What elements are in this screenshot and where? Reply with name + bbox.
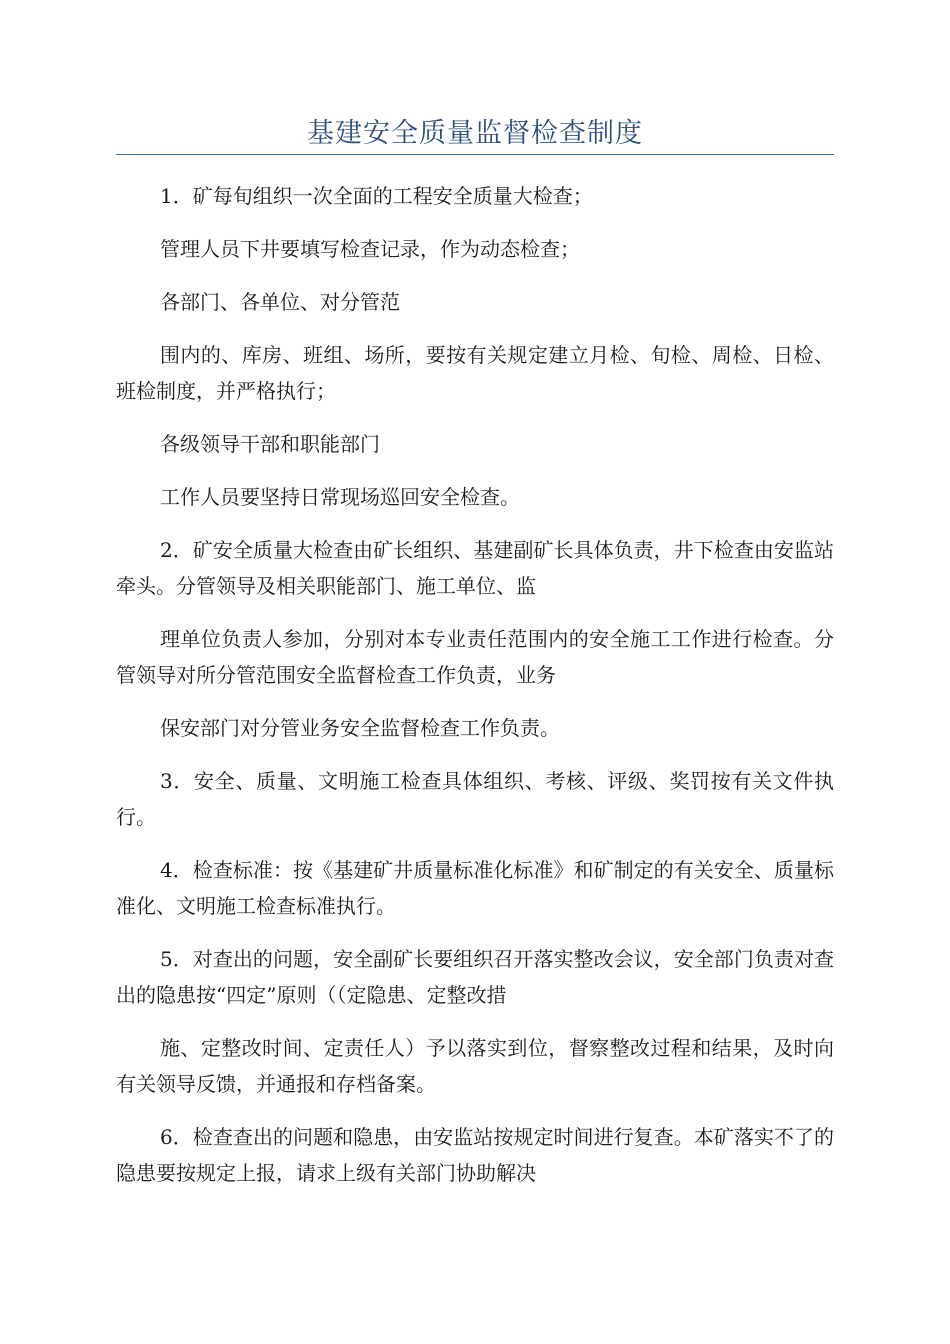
paragraph: 5．对查出的问题，安全副矿长要组织召开落实整改会议，安全部门负责对查出的隐患按“四定”原则（（定隐患、定整改措 bbox=[116, 947, 834, 1007]
paragraph: 围内的、库房、班组、场所，要按有关规定建立月检、旬检、周检、日检、班检制度，并严格执行； bbox=[116, 343, 834, 403]
paragraph: 6．检查查出的问题和隐患，由安监站按规定时间进行复查。本矿落实不了的隐患要按规定上报，请求上级有关部门协助解决 bbox=[116, 1125, 834, 1185]
paragraph: 4．检查标准：按《基建矿井质量标准化标准》和矿制定的有关安全、质量标准化、文明施工检查标准执行。 bbox=[116, 858, 834, 918]
paragraph: 工作人员要坚持日常现场巡回安全检查。 bbox=[160, 485, 520, 509]
page-title: 基建安全质量监督检查制度 bbox=[307, 118, 643, 149]
paragraph: 1．矿每旬组织一次全面的工程安全质量大检查； bbox=[160, 184, 593, 208]
paragraph: 管理人员下井要填写检查记录，作为动态检查； bbox=[160, 237, 580, 261]
paragraph: 理单位负责人参加，分别对本专业责任范围内的安全施工工作进行检查。分管领导对所分管范围安全监督检查工作负责，业务 bbox=[116, 627, 834, 687]
paragraph: 各级领导干部和职能部门 bbox=[160, 432, 380, 456]
title-underline bbox=[116, 154, 834, 155]
paragraph: 2．矿安全质量大检查由矿长组织、基建副矿长具体负责，井下检查由安监站牵头。分管领导及相关职能部门、施工单位、监 bbox=[116, 538, 834, 598]
paragraph: 施、定整改时间、定责任人）予以落实到位，督察整改过程和结果，及时向有关领导反馈，并通报和存档备案。 bbox=[116, 1036, 834, 1096]
paragraph: 各部门、各单位、对分管范 bbox=[160, 290, 400, 314]
document-body bbox=[116, 178, 834, 1208]
paragraph: 3．安全、质量、文明施工检查具体组织、考核、评级、奖罚按有关文件执行。 bbox=[116, 769, 834, 829]
paragraph: 保安部门对分管业务安全监督检查工作负责。 bbox=[160, 716, 560, 740]
